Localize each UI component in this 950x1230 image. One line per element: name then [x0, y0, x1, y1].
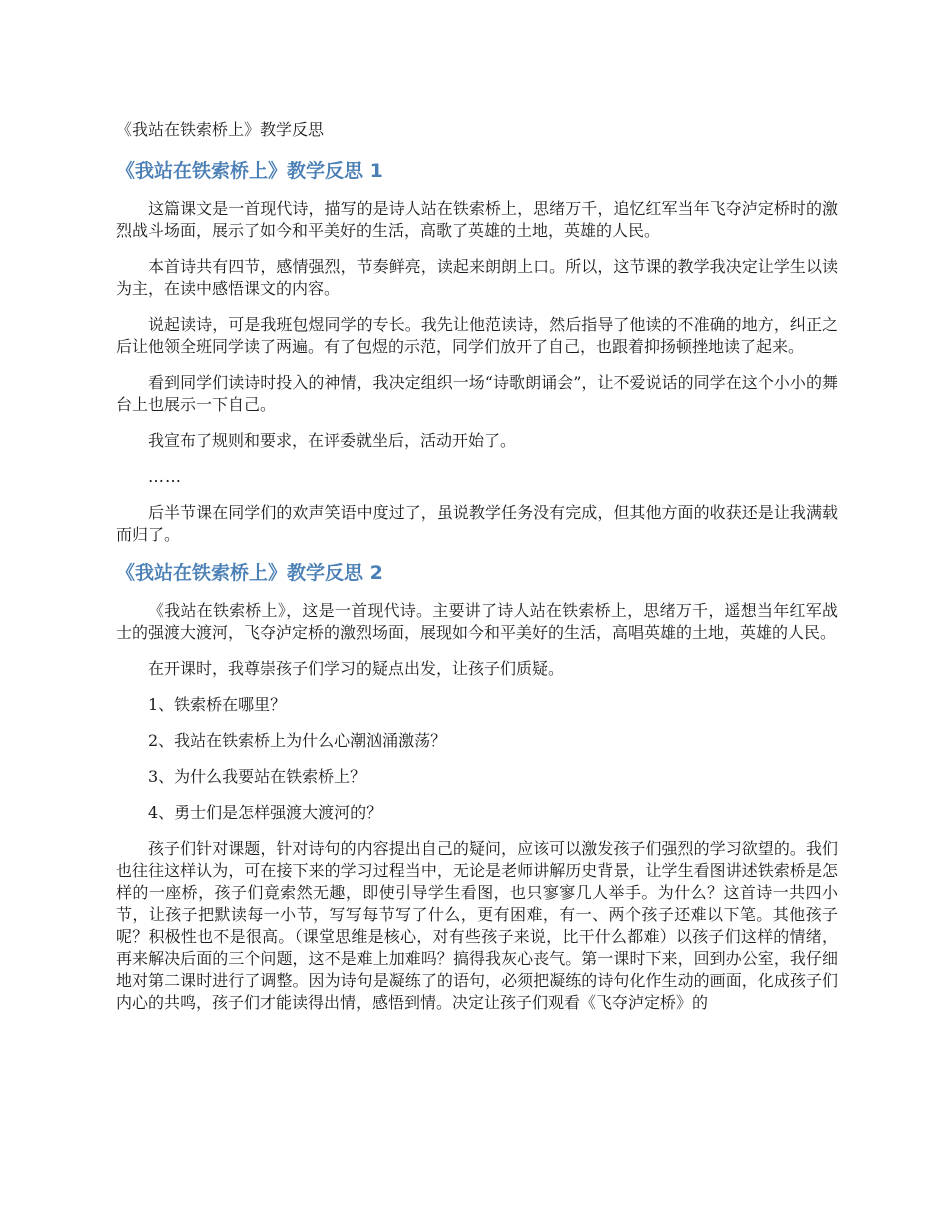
paragraph: 说起读诗，可是我班包煜同学的专长。我先让他范读诗，然后指导了他读的不准确的地方，纠正之后让他领全班同学读了两遍。有了包煜的示范，同学们放开了自己，也跟着抑扬顿挫地读了起来。	[116, 315, 838, 356]
paragraph: 我宣布了规则和要求，在评委就坐后，活动开始了。	[148, 431, 517, 450]
paragraph: 这篇课文是一首现代诗，描写的是诗人站在铁索桥上，思绪万千，追忆红军当年飞夺泸定桥时的激烈战斗场面，展示了如今和平美好的生活，高歌了英雄的土地，英雄的人民。	[116, 199, 838, 240]
section-heading: 《我站在铁索桥上》教学反思 1	[116, 160, 383, 182]
paragraph: 本首诗共有四节，感情强烈，节奏鲜亮，读起来朗朗上口。所以，这节课的教学我决定让学生以读为主，在读中感悟课文的内容。	[116, 257, 838, 298]
section-heading: 《我站在铁索桥上》教学反思 2	[116, 562, 383, 584]
list-item: 4、勇士们是怎样强渡大渡河的？	[148, 803, 383, 822]
list-item: 2、我站在铁索桥上为什么心潮汹涌激荡？	[148, 731, 447, 750]
document-title: 《我站在铁索桥上》教学反思	[116, 120, 325, 139]
list-item: 1、铁索桥在哪里？	[148, 695, 287, 714]
section-1	[116, 158, 838, 546]
paragraph: 《我站在铁索桥上》，这是一首现代诗。主要讲了诗人站在铁索桥上，思绪万千，遥想当年红军战士的强渡大渡河，飞夺泸定桥的激烈场面，展现如今和平美好的生活，高唱英雄的土地，英雄的人民。	[116, 601, 838, 642]
paragraph: 后半节课在同学们的欢声笑语中度过了，虽说教学任务没有完成，但其他方面的收获还是让我满载而归了。	[116, 503, 838, 544]
paragraph: 孩子们针对课题，针对诗句的内容提出自己的疑问，应该可以激发孩子们强烈的学习欲望的。我们也往往这样认为，可在接下来的学习过程当中，无论是老师讲解历史背景，让学生看图讲述铁索桥是怎样的一座桥，孩子们竟索然无趣，即使引导学生看图，也只寥寥几人举手。为什么？这首诗一共四小节，让孩子把默读每一小节，写写每节写了什么，更有困难，有一、两个孩子还难以下笔。其他孩子呢？积极性也不是很高。（课堂思维是核心，对有些孩子来说，比干什么都难）以孩子们这样的情绪，再来解决后面的三个问题，这不是难上加难吗？搞得我灰心丧气。第一课时下来，回到办公室，我仔细地对第二课时进行了调整。因为诗句是凝练了的语句，必须把凝练的诗句化作生动的画面，化成孩子们内心的共鸣，孩子们才能读得出情，感悟到情。决定让孩子们观看《飞夺泸定桥》的	[116, 839, 838, 1012]
section-2	[116, 560, 838, 1014]
ellipsis-paragraph: ……	[148, 467, 182, 486]
paragraph: 在开课时，我尊崇孩子们学习的疑点出发，让孩子们质疑。	[148, 659, 565, 678]
paragraph: 看到同学们读诗时投入的神情，我决定组织一场“诗歌朗诵会”，让不爱说话的同学在这个小小的舞台上也展示一下自己。	[116, 373, 838, 414]
document-page	[116, 118, 838, 1028]
list-item: 3、为什么我要站在铁索桥上？	[148, 767, 367, 786]
